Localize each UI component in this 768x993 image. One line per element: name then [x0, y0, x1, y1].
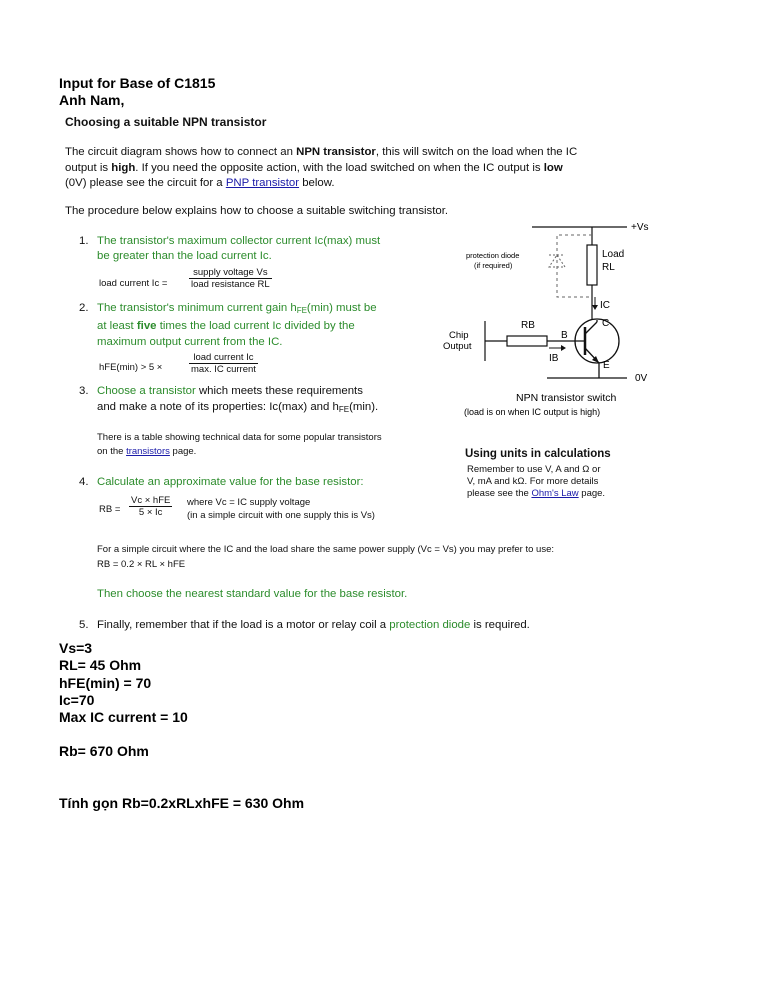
step-5-number: 5.	[79, 619, 89, 631]
protection-diode-label: protection diode	[466, 251, 520, 260]
step-1-line-2: be greater than the load current Ic.	[97, 250, 272, 262]
step-4-simple-formula: RB = 0.2 × RL × hFE	[97, 559, 186, 570]
transistors-link[interactable]: transistors	[126, 446, 170, 457]
step-4-formula-lhs: RB =	[99, 504, 121, 515]
note-rb: Rb= 670 Ohm	[59, 743, 149, 760]
step-2-fraction: load current Ic max. IC current	[191, 352, 256, 375]
step-4-number: 4.	[79, 476, 89, 488]
step-3-line-2: and make a note of its properties: Ic(max) and $h_{FE}(\min)$.	[97, 401, 379, 414]
vs-label: +Vs	[631, 222, 649, 233]
note-hfe: hFE(min) = 70	[59, 674, 152, 691]
step-4-where-1: where Vc = IC supply voltage	[187, 497, 311, 508]
load-resistor	[587, 245, 597, 285]
base-label: B	[561, 330, 568, 341]
step-1-formula-lhs: load current Ic =	[99, 278, 168, 289]
note-vs: Vs=3	[59, 640, 93, 656]
ohms-law-link[interactable]: Ohm's Law	[531, 488, 579, 499]
rl-label: RL	[602, 262, 615, 273]
zero-volt-label: 0V	[635, 373, 648, 384]
circuit-caption-note: (load is on when IC output is high)	[464, 407, 601, 417]
step-3-table-note-2: on the transistors page.	[97, 446, 197, 457]
pnp-transistor-link[interactable]: PNP transistor	[225, 177, 300, 189]
base-resistor	[507, 336, 547, 346]
step-2-formula-lhs: hFE(min) > 5 ×	[99, 362, 163, 373]
note-ic: Ic=70	[59, 691, 95, 708]
step-3-number: 3.	[79, 385, 89, 397]
note-max-ic-current: Max IC current = 10	[59, 709, 188, 726]
step-2-line-3: maximum output current from the IC.	[97, 336, 283, 348]
emitter-label: E	[603, 360, 610, 371]
chip-label: Chip	[449, 330, 469, 341]
load-label: Load	[602, 249, 625, 260]
embedded-article-image	[57, 110, 684, 638]
step-1-number: 1.	[79, 235, 89, 247]
step-5-line: Finally, remember that if the load is a motor or relay coil a protection diode is required.	[97, 619, 530, 631]
header-greeting: Anh Nam,	[59, 92, 125, 108]
header-title: Input for Base of C1815	[59, 75, 216, 91]
article-title: Choosing a suitable NPN transistor	[65, 115, 267, 129]
procedure-text: The procedure below explains how to choose a suitable switching transistor.	[65, 205, 449, 217]
units-line-3: please see the Ohm's Law page.	[467, 488, 606, 499]
chip-output-label: Output	[443, 341, 472, 352]
step-4-then: Then choose the nearest standard value for the base resistor.	[97, 588, 408, 600]
step-2-number: 2.	[79, 302, 89, 314]
rb-label: RB	[521, 320, 535, 331]
step-4-fraction: Vc × hFE 5 × Ic	[131, 495, 171, 518]
step-3-line-1: Choose a transistor which meets these requirements	[97, 385, 363, 397]
ib-label: IB	[549, 353, 559, 364]
intro-line-1: The circuit diagram shows how to connect an NPN transistor, this will switch on the load when the IC	[65, 146, 578, 158]
circuit-caption: NPN transistor switch	[516, 392, 617, 404]
calculation-notes	[59, 640, 304, 812]
intro-line-2: output is high. If you need the opposite action, with the load switched on when the IC output is low	[65, 162, 563, 174]
step-1-line-1: The transistor's maximum collector current Ic(max) must	[97, 235, 381, 247]
collector-label: C	[602, 318, 610, 329]
step-3-table-note-1: There is a table showing technical data for some popular transistors	[97, 432, 382, 443]
npn-transistor-circuit-diagram	[437, 215, 682, 420]
protection-diode-note: (if required)	[474, 261, 513, 270]
units-line-1: Remember to use V, A and Ω or	[467, 464, 601, 475]
document-header	[59, 75, 215, 109]
units-title: Using units in calculations	[465, 448, 611, 460]
intro-line-3: (0V) please see the circuit for a PNP transistor below.	[65, 177, 335, 189]
ic-label: IC	[600, 300, 610, 311]
step-1-fraction: supply voltage Vs load resistance RL	[191, 267, 270, 290]
step-4-simple-circuit: For a simple circuit where the IC and the load share the same power supply (Vc = Vs) you may prefer to use:	[97, 544, 555, 555]
note-rl: RL= 45 Ohm	[59, 657, 142, 674]
step-4-where-2: (in a simple circuit with one supply this is Vs)	[187, 510, 375, 521]
step-2-line-1: The transistor's minimum current gain $h_{FE}(\min)$ must be	[97, 302, 377, 315]
step-2-line-2: at least five times the load current Ic divided by the	[97, 320, 355, 332]
step-4-line-1: Calculate an approximate value for the base resistor:	[97, 476, 364, 488]
note-simplified-rb: Tính gọn Rb=0.2xRLxhFE = 630 Ohm	[59, 794, 305, 811]
units-line-2: V, mA and kΩ. For more details	[467, 476, 599, 487]
